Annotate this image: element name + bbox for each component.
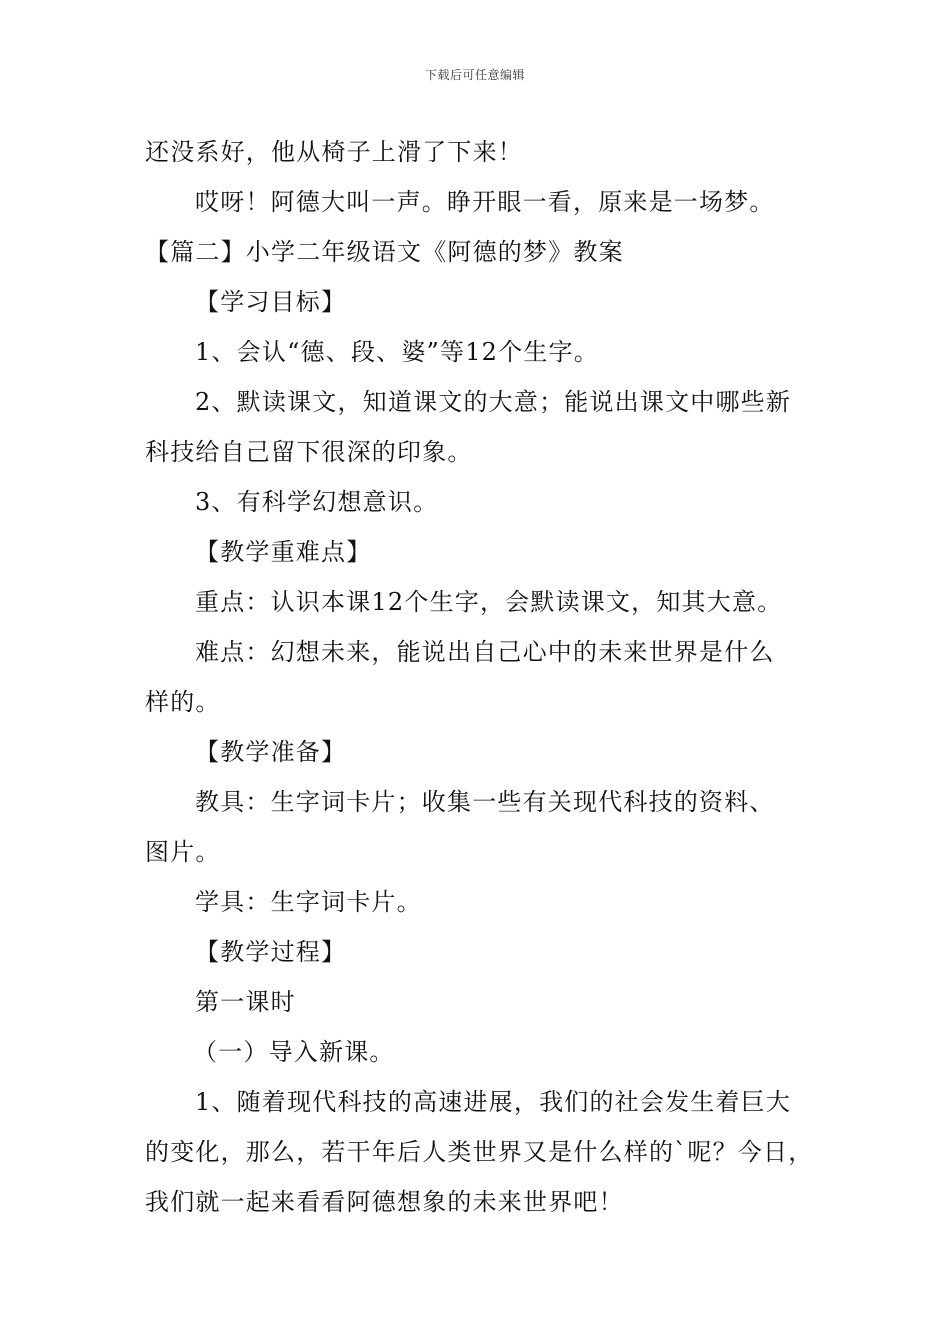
paragraph-continuation: 的变化，那么，若干年后人类世界又是什么样的`呢？今日， (145, 1138, 814, 1166)
paragraph-line: 重点：认识本课12个生字，会默读课文，知其大意。 (195, 588, 783, 616)
paragraph-line: 难点：幻想未来，能说出自己心中的未来世界是什么 (195, 638, 775, 666)
subheading: 【教学准备】 (195, 738, 347, 766)
step-heading: （一）导入新课。 (193, 1038, 395, 1066)
section-heading: 【篇二】小学二年级语文《阿德的梦》教案 (145, 238, 624, 266)
paragraph-line: 教具：生字词卡片；收集一些有关现代科技的资料、 (195, 788, 775, 816)
list-item-continuation: 科技给自己留下很深的印象。 (145, 438, 473, 466)
subheading: 【教学重难点】 (195, 538, 372, 566)
document-body (145, 127, 825, 1227)
list-item: 1、会认“德、段、婆”等12个生字。 (195, 338, 599, 366)
paragraph-continuation: 样的。 (145, 688, 221, 716)
paragraph-continuation: 我们就一起来看看阿德想象的未来世界吧！ (145, 1188, 624, 1216)
list-item: 2、默读课文，知道课文的大意；能说出课文中哪些新 (195, 388, 792, 416)
page-header: 下载后可任意编辑 (424, 68, 525, 82)
paragraph-line: 还没系好，他从椅子上滑了下来！ (145, 138, 523, 166)
list-item: 3、有科学幻想意识。 (195, 488, 439, 516)
paragraph-line: 学具：生字词卡片。 (195, 888, 422, 916)
subheading: 【教学过程】 (195, 938, 347, 966)
lesson-title: 第一课时 (195, 988, 296, 1016)
paragraph-line: 哎呀！阿德大叫一声。睁开眼一看，原来是一场梦。 (195, 188, 775, 216)
paragraph-line: 1、随着现代科技的高速进展，我们的社会发生着巨大 (195, 1088, 792, 1116)
paragraph-continuation: 图片。 (145, 838, 221, 866)
subheading: 【学习目标】 (195, 288, 347, 316)
